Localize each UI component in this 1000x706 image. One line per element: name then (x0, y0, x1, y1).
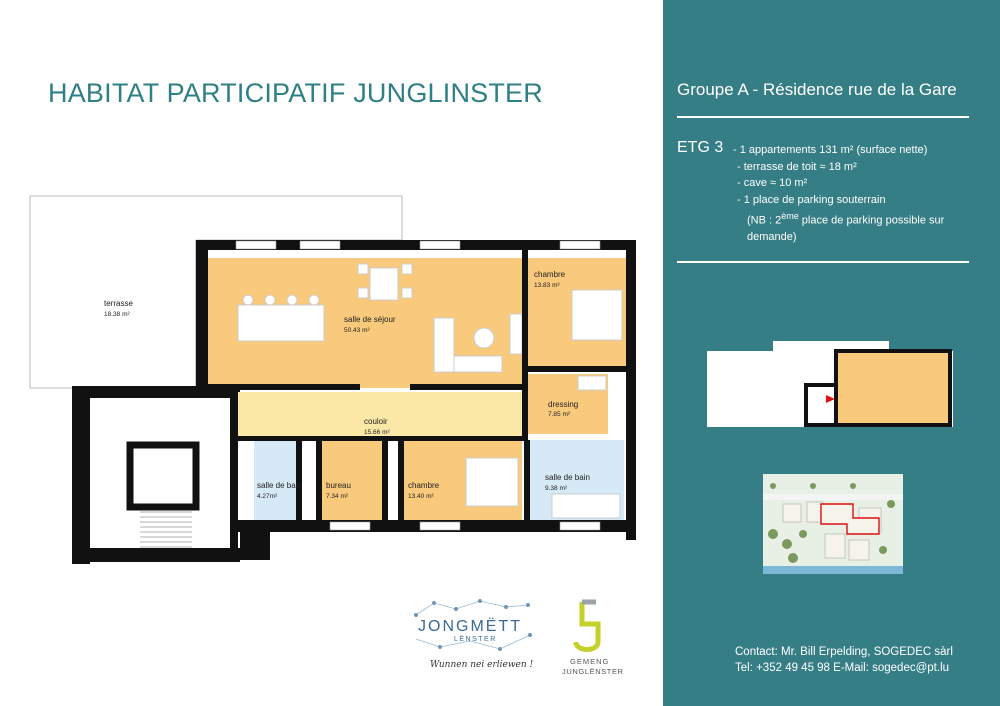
area-chambre-1: 13.83 m² (534, 282, 560, 289)
jongmett-sub: LËNSTER (454, 636, 497, 643)
panel-title: Groupe A - Résidence rue de la Gare (677, 80, 957, 99)
room-bureau (320, 440, 382, 520)
key-plan (703, 335, 963, 435)
contact-line-2: Tel: +352 49 45 98 E-Mail: sogedec@pt.lu (735, 662, 950, 674)
area-couloir: 15.66 m² (364, 429, 390, 436)
note-suffix: place de parking possible sur (798, 214, 945, 227)
floor-label: ETG 3 (677, 139, 724, 156)
label-chambre-2: chambre (408, 481, 440, 490)
detail-note-2: demande) (747, 231, 797, 244)
divider-bottom (677, 261, 969, 263)
gemeng-line-2: JUNGLËNSTER (562, 667, 624, 676)
stair-block (72, 386, 240, 564)
label-terrasse: terrasse (104, 299, 133, 308)
jongmett-logo (410, 595, 538, 685)
area-bain-2: 9.38 m² (545, 485, 568, 492)
detail-note (733, 208, 944, 229)
divider-top (677, 116, 969, 118)
jongmett-tagline: Wunnen nei erliewen ! (430, 660, 534, 670)
jongmett-wordmark: JONGMËTT (418, 618, 522, 635)
contact-info (735, 644, 953, 676)
area-chambre-2: 13.40 m² (408, 493, 434, 500)
info-panel (663, 0, 1000, 706)
apartment-details (733, 142, 944, 246)
note-prefix: (NB : 2 (747, 214, 782, 227)
note-superscript: ème (781, 211, 799, 221)
site-map (763, 474, 903, 574)
area-dressing: 7.85 m² (548, 411, 571, 418)
area-bain-1: 4.27m² (257, 493, 278, 500)
gemeng-line-1: GEMENG (570, 657, 610, 666)
contact-line-1: Contact: Mr. Bill Erpelding, SOGEDEC sàrl (735, 646, 953, 658)
label-bain-2: salle de bain (545, 473, 590, 482)
floor-plan (0, 180, 660, 580)
label-bain-1: salle de bain (257, 481, 302, 490)
area-bureau: 7.34 m² (326, 493, 349, 500)
detail-line: - 1 place de parking souterrain (737, 193, 886, 206)
gemeng-logo (562, 598, 632, 678)
detail-line: - terrasse de toit ≈ 18 m² (737, 160, 857, 173)
area-sejour: 50.43 m² (344, 327, 370, 334)
label-bureau: bureau (326, 481, 351, 490)
label-chambre-1: chambre (534, 270, 566, 279)
label-couloir: couloir (364, 417, 388, 426)
page-title: HABITAT PARTICIPATIF JUNGLINSTER (48, 78, 543, 108)
room-bain-1 (254, 440, 296, 520)
area-terrasse: 18.38 m² (104, 311, 130, 318)
label-sejour: salle de séjour (344, 315, 396, 324)
detail-line: - 1 appartements 131 m² (surface nette) (733, 144, 928, 156)
detail-line: - cave ≈ 10 m² (737, 177, 808, 189)
label-dressing: dressing (548, 400, 579, 409)
